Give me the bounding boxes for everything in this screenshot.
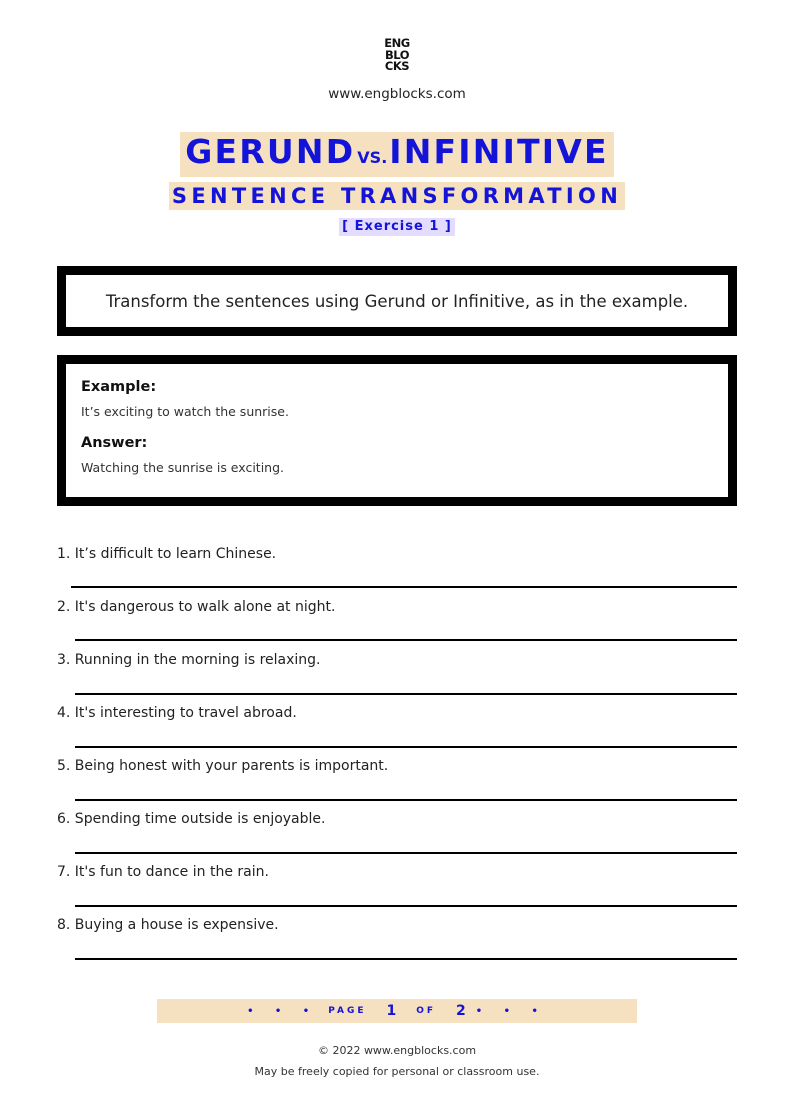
question-text: 8. Buying a house is expensive. (57, 917, 279, 933)
question-text: 3. Running in the morning is relaxing. (57, 652, 321, 668)
question-item (57, 545, 737, 563)
answer-sentence: Watching the sunrise is exciting. (81, 460, 285, 475)
answer-line[interactable] (75, 799, 737, 801)
license-text: May be freely copied for personal or classroom use. (254, 1065, 540, 1078)
title-gerund: GERUND (185, 132, 356, 171)
engblocks-logo (380, 38, 414, 73)
logo-line-2: BLO (385, 47, 409, 62)
title-infinitive: INFINITIVE (389, 132, 609, 171)
instruction-box (57, 266, 737, 336)
question-item (57, 598, 737, 616)
answer-line[interactable] (75, 746, 737, 748)
copyright-text: © 2022 www.engblocks.com (317, 1044, 477, 1057)
answer-line[interactable] (75, 905, 737, 907)
answer-label: Answer: (81, 435, 148, 451)
question-text: 5. Being honest with your parents is important. (57, 758, 389, 774)
page-total: 2 (456, 1003, 466, 1019)
answer-line[interactable] (75, 958, 737, 960)
question-text: 1. It’s difficult to learn Chinese. (57, 546, 277, 562)
question-text: 7. It's fun to dance in the rain. (57, 864, 269, 880)
exercise-text: [ Exercise 1 ] (339, 218, 455, 236)
question-item (57, 704, 737, 722)
answer-line[interactable] (75, 693, 737, 695)
question-item (57, 810, 737, 828)
subtitle-text: SENTENCE TRANSFORMATION (169, 182, 625, 210)
site-url: www.engblocks.com (328, 86, 466, 102)
question-item (57, 757, 737, 775)
answer-line[interactable] (75, 639, 737, 641)
subtitle (0, 182, 794, 210)
exercise-label (0, 215, 794, 236)
question-item (57, 863, 737, 881)
question-text: 6. Spending time outside is enjoyable. (57, 811, 326, 827)
question-item (57, 916, 737, 934)
instruction-text: Transform the sentences using Gerund or Infinitive, as in the example. (105, 291, 689, 311)
title-band (180, 132, 614, 177)
page-title (0, 132, 794, 177)
page-number: 1 (386, 1003, 397, 1019)
example-sentence: It’s exciting to watch the sunrise. (81, 404, 289, 419)
page-word: PAGE (328, 1006, 367, 1016)
logo-line-1: ENG (384, 36, 410, 50)
answer-line[interactable] (71, 586, 737, 588)
example-label: Example: (81, 379, 157, 395)
page-dots-left: • • • (247, 1005, 319, 1017)
question-text: 2. It's dangerous to walk alone at night. (57, 599, 336, 615)
page-indicator (157, 999, 637, 1023)
of-word: OF (416, 1006, 437, 1016)
page-dots-right: • • • (475, 1005, 547, 1017)
title-vs: VS. (357, 148, 388, 167)
logo-line-3: CKS (384, 59, 410, 73)
question-text: 4. It's interesting to travel abroad. (57, 705, 297, 721)
question-item (57, 651, 737, 669)
answer-line[interactable] (75, 852, 737, 854)
example-box (57, 355, 737, 506)
